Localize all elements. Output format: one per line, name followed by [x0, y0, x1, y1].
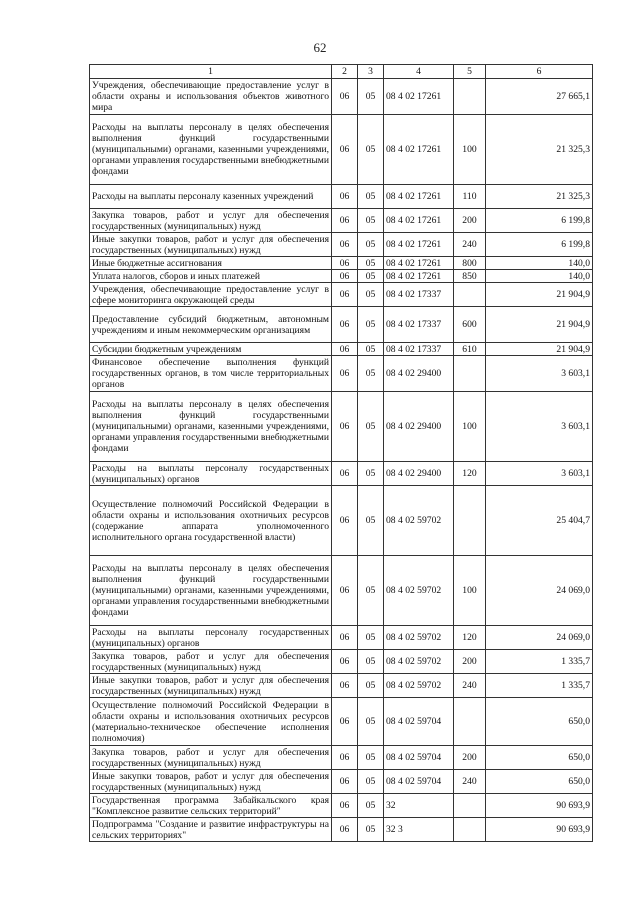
row-amount-cell: 140,0	[486, 270, 593, 283]
row-target-code-cell: 08 4 02 17261	[384, 79, 454, 115]
table-row	[90, 283, 593, 307]
row-name-cell: Предоставление субсидий бюджетным, автономным учреждениям и иным некоммерческим организациям	[90, 307, 332, 343]
table-row	[90, 356, 593, 392]
row-expense-type-cell: 240	[454, 770, 486, 794]
row-subsection-cell: 05	[358, 556, 384, 626]
row-name-cell: Государственная программа Забайкальского края "Комплексное развитие сельских территорий"	[90, 794, 332, 818]
row-section-cell: 06	[332, 650, 358, 674]
table-row	[90, 307, 593, 343]
row-expense-type-cell	[454, 818, 486, 842]
row-name-cell: Расходы на выплаты персоналу государственных (муниципальных) органов	[90, 462, 332, 486]
row-subsection-cell: 05	[358, 818, 384, 842]
column-header: 4	[384, 65, 454, 79]
row-name-cell: Иные закупки товаров, работ и услуг для обеспечения государственных (муниципальных) нужд	[90, 770, 332, 794]
row-expense-type-cell: 200	[454, 650, 486, 674]
row-amount-cell: 1 335,7	[486, 674, 593, 698]
row-name-cell: Закупка товаров, работ и услуг для обеспечения государственных (муниципальных) нужд	[90, 209, 332, 233]
table-row	[90, 392, 593, 462]
row-subsection-cell: 05	[358, 257, 384, 270]
row-target-code-cell: 08 4 02 17261	[384, 233, 454, 257]
row-target-code-cell: 08 4 02 59704	[384, 746, 454, 770]
table-row	[90, 556, 593, 626]
table-row	[90, 115, 593, 185]
column-header: 6	[486, 65, 593, 79]
row-amount-cell: 21 904,9	[486, 283, 593, 307]
row-target-code-cell: 08 4 02 59704	[384, 770, 454, 794]
row-subsection-cell: 05	[358, 209, 384, 233]
table-row	[90, 185, 593, 209]
row-amount-cell: 21 904,9	[486, 307, 593, 343]
row-subsection-cell: 05	[358, 462, 384, 486]
row-subsection-cell: 05	[358, 650, 384, 674]
row-section-cell: 06	[332, 462, 358, 486]
column-header: 3	[358, 65, 384, 79]
row-amount-cell: 90 693,9	[486, 794, 593, 818]
row-section-cell: 06	[332, 626, 358, 650]
row-section-cell: 06	[332, 209, 358, 233]
row-expense-type-cell: 100	[454, 392, 486, 462]
table-row	[90, 343, 593, 356]
row-amount-cell: 21 325,3	[486, 185, 593, 209]
table-row	[90, 650, 593, 674]
row-expense-type-cell	[454, 794, 486, 818]
row-amount-cell: 90 693,9	[486, 818, 593, 842]
row-section-cell: 06	[332, 356, 358, 392]
row-section-cell: 06	[332, 794, 358, 818]
row-amount-cell: 24 069,0	[486, 626, 593, 650]
row-target-code-cell: 08 4 02 29400	[384, 462, 454, 486]
row-amount-cell: 24 069,0	[486, 556, 593, 626]
row-name-cell: Осуществление полномочий Российской Федерации в области охраны и использования охотничьих ресурсов (содержание аппарата уполномоченного исполнительного органа государственной власти)	[90, 486, 332, 556]
row-amount-cell: 3 603,1	[486, 462, 593, 486]
row-amount-cell: 650,0	[486, 770, 593, 794]
row-subsection-cell: 05	[358, 486, 384, 556]
row-subsection-cell: 05	[358, 392, 384, 462]
row-expense-type-cell	[454, 356, 486, 392]
row-expense-type-cell: 850	[454, 270, 486, 283]
row-section-cell: 06	[332, 233, 358, 257]
row-subsection-cell: 05	[358, 794, 384, 818]
table-row	[90, 270, 593, 283]
row-name-cell: Расходы на выплаты персоналу государственных (муниципальных) органов	[90, 626, 332, 650]
row-expense-type-cell	[454, 486, 486, 556]
row-section-cell: 06	[332, 770, 358, 794]
row-name-cell: Учреждения, обеспечивающие предоставление услуг в области охраны и использования объектов животного мира	[90, 79, 332, 115]
row-expense-type-cell: 600	[454, 307, 486, 343]
table-row	[90, 746, 593, 770]
row-name-cell: Иные закупки товаров, работ и услуг для обеспечения государственных (муниципальных) нужд	[90, 674, 332, 698]
row-target-code-cell: 08 4 02 17261	[384, 185, 454, 209]
row-target-code-cell: 08 4 02 59702	[384, 486, 454, 556]
row-target-code-cell: 08 4 02 17261	[384, 209, 454, 233]
row-name-cell: Уплата налогов, сборов и иных платежей	[90, 270, 332, 283]
row-section-cell: 06	[332, 746, 358, 770]
table-row	[90, 209, 593, 233]
row-subsection-cell: 05	[358, 746, 384, 770]
row-subsection-cell: 05	[358, 115, 384, 185]
row-target-code-cell: 32 3	[384, 818, 454, 842]
row-section-cell: 06	[332, 343, 358, 356]
row-subsection-cell: 05	[358, 307, 384, 343]
row-amount-cell: 6 199,8	[486, 233, 593, 257]
row-name-cell: Осуществление полномочий Российской Федерации в области охраны и использования охотничьих ресурсов (материально-техническое обеспечение исполнения полномочия)	[90, 698, 332, 746]
row-target-code-cell: 08 4 02 59702	[384, 674, 454, 698]
row-section-cell: 06	[332, 185, 358, 209]
row-target-code-cell: 08 4 02 17261	[384, 257, 454, 270]
row-subsection-cell: 05	[358, 270, 384, 283]
row-section-cell: 06	[332, 556, 358, 626]
row-name-cell: Субсидии бюджетным учреждениям	[90, 343, 332, 356]
row-section-cell: 06	[332, 257, 358, 270]
row-section-cell: 06	[332, 270, 358, 283]
table-header-row	[90, 65, 593, 79]
row-section-cell: 06	[332, 283, 358, 307]
row-amount-cell: 650,0	[486, 698, 593, 746]
table-row	[90, 257, 593, 270]
row-section-cell: 06	[332, 486, 358, 556]
row-expense-type-cell: 100	[454, 556, 486, 626]
row-name-cell: Расходы на выплаты персоналу в целях обеспечения выполнения функций государственными (муниципальными) органами, казенными учреждениями, органами управления государственными внебюджетными фондами	[90, 556, 332, 626]
row-subsection-cell: 05	[358, 770, 384, 794]
row-amount-cell: 3 603,1	[486, 356, 593, 392]
row-section-cell: 06	[332, 698, 358, 746]
row-name-cell: Закупка товаров, работ и услуг для обеспечения государственных (муниципальных) нужд	[90, 746, 332, 770]
row-amount-cell: 6 199,8	[486, 209, 593, 233]
row-expense-type-cell: 240	[454, 674, 486, 698]
row-subsection-cell: 05	[358, 343, 384, 356]
table-row	[90, 79, 593, 115]
row-section-cell: 06	[332, 79, 358, 115]
row-target-code-cell: 08 4 02 17261	[384, 115, 454, 185]
row-subsection-cell: 05	[358, 626, 384, 650]
column-header: 2	[332, 65, 358, 79]
row-target-code-cell: 08 4 02 59702	[384, 626, 454, 650]
table-row	[90, 794, 593, 818]
column-header: 1	[90, 65, 332, 79]
row-target-code-cell: 08 4 02 59704	[384, 698, 454, 746]
page-number: 62	[313, 40, 327, 55]
row-subsection-cell: 05	[358, 674, 384, 698]
row-name-cell: Учреждения, обеспечивающие предоставление услуг в сфере мониторинга окружающей среды	[90, 283, 332, 307]
row-target-code-cell: 08 4 02 17261	[384, 270, 454, 283]
row-expense-type-cell: 100	[454, 115, 486, 185]
row-subsection-cell: 05	[358, 79, 384, 115]
row-subsection-cell: 05	[358, 233, 384, 257]
row-amount-cell: 3 603,1	[486, 392, 593, 462]
row-expense-type-cell: 610	[454, 343, 486, 356]
column-header: 5	[454, 65, 486, 79]
row-amount-cell: 21 904,9	[486, 343, 593, 356]
row-amount-cell: 650,0	[486, 746, 593, 770]
table-row	[90, 818, 593, 842]
row-section-cell: 06	[332, 115, 358, 185]
row-expense-type-cell	[454, 283, 486, 307]
row-expense-type-cell: 120	[454, 626, 486, 650]
row-expense-type-cell: 240	[454, 233, 486, 257]
row-name-cell: Расходы на выплаты персоналу в целях обеспечения выполнения функций государственными (муниципальными) органами, казенными учреждениями, органами управления государственными внебюджетными фондами	[90, 392, 332, 462]
table-row	[90, 626, 593, 650]
row-expense-type-cell: 800	[454, 257, 486, 270]
budget-table	[89, 64, 593, 842]
row-name-cell: Закупка товаров, работ и услуг для обеспечения государственных (муниципальных) нужд	[90, 650, 332, 674]
row-name-cell: Подпрограмма "Создание и развитие инфраструктуры на сельских территориях"	[90, 818, 332, 842]
row-name-cell: Расходы на выплаты персоналу в целях обеспечения выполнения функций государственными (муниципальными) органами, казенными учреждениями, органами управления государственными внебюджетными фондами	[90, 115, 332, 185]
table-row	[90, 486, 593, 556]
row-target-code-cell: 08 4 02 17337	[384, 307, 454, 343]
row-section-cell: 06	[332, 674, 358, 698]
row-amount-cell: 1 335,7	[486, 650, 593, 674]
row-amount-cell: 140,0	[486, 257, 593, 270]
row-name-cell: Расходы на выплаты персоналу казенных учреждений	[90, 185, 332, 209]
row-subsection-cell: 05	[358, 356, 384, 392]
table-row	[90, 770, 593, 794]
row-subsection-cell: 05	[358, 698, 384, 746]
row-section-cell: 06	[332, 307, 358, 343]
row-target-code-cell: 08 4 02 17337	[384, 283, 454, 307]
row-amount-cell: 27 665,1	[486, 79, 593, 115]
row-target-code-cell: 08 4 02 29400	[384, 392, 454, 462]
row-target-code-cell: 08 4 02 29400	[384, 356, 454, 392]
row-expense-type-cell	[454, 698, 486, 746]
table-row	[90, 462, 593, 486]
table-row	[90, 233, 593, 257]
row-name-cell: Финансовое обеспечение выполнения функций государственных органов, в том числе территориальных органов	[90, 356, 332, 392]
row-section-cell: 06	[332, 818, 358, 842]
row-subsection-cell: 05	[358, 283, 384, 307]
row-amount-cell: 25 404,7	[486, 486, 593, 556]
row-expense-type-cell	[454, 79, 486, 115]
table-row	[90, 674, 593, 698]
row-expense-type-cell: 200	[454, 746, 486, 770]
row-target-code-cell: 08 4 02 59702	[384, 556, 454, 626]
row-amount-cell: 21 325,3	[486, 115, 593, 185]
row-target-code-cell: 08 4 02 59702	[384, 650, 454, 674]
table-row	[90, 698, 593, 746]
row-subsection-cell: 05	[358, 185, 384, 209]
row-target-code-cell: 08 4 02 17337	[384, 343, 454, 356]
row-expense-type-cell: 120	[454, 462, 486, 486]
row-name-cell: Иные бюджетные ассигнования	[90, 257, 332, 270]
row-section-cell: 06	[332, 392, 358, 462]
row-expense-type-cell: 110	[454, 185, 486, 209]
row-name-cell: Иные закупки товаров, работ и услуг для обеспечения государственных (муниципальных) нужд	[90, 233, 332, 257]
row-target-code-cell: 32	[384, 794, 454, 818]
row-expense-type-cell: 200	[454, 209, 486, 233]
